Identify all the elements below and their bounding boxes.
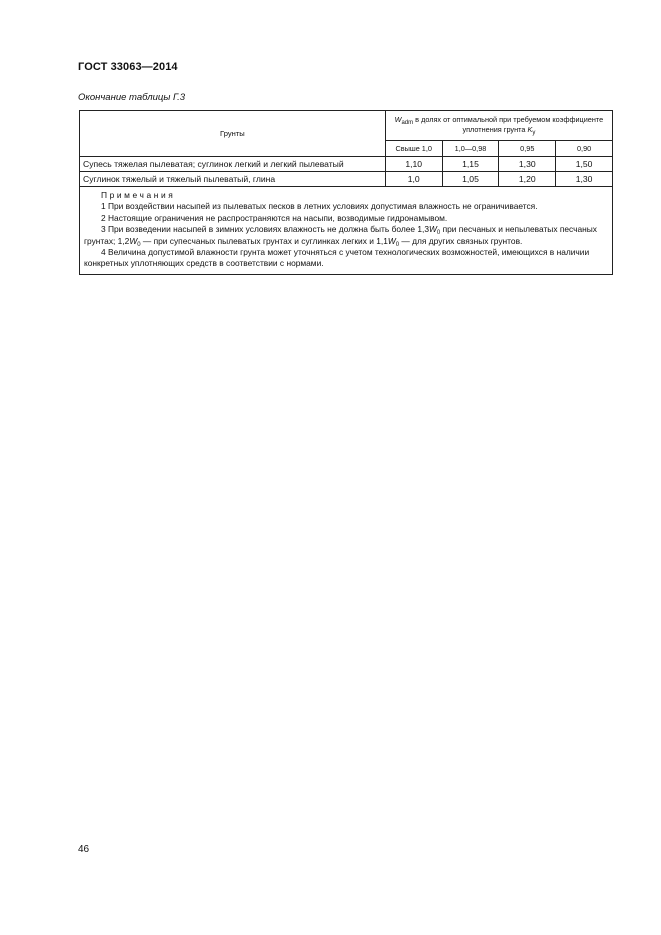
- soil-column-header: Грунты: [80, 111, 386, 157]
- table-header-row: [80, 111, 613, 141]
- page-number: 46: [78, 844, 90, 855]
- k-column-header: 1,0—0,98: [442, 140, 499, 156]
- k-subscript: y: [532, 130, 536, 137]
- value-cell: 1,30: [556, 172, 613, 187]
- k-column-header: 0,90: [556, 140, 613, 156]
- notes-row: [80, 187, 613, 275]
- w-subscript: 0: [137, 241, 141, 248]
- note-3-part: 3 При возведении насыпей в зимних условиях влажность не должна быть более 1,3: [101, 224, 430, 235]
- note-2: 2 Настоящие ограничения не распространяются на насыпи, возводимые гидронамывом.: [101, 212, 448, 223]
- soil-name-cell: Супесь тяжелая пылеватая; суглинок легкий и легкий пылеватый: [80, 157, 386, 172]
- value-cell: 1,30: [499, 157, 556, 172]
- group-header-text: в долях от оптимальной при требуемом коэффициенте уплотнения грунта: [413, 115, 604, 135]
- k-column-header: Свыше 1,0: [385, 140, 442, 156]
- k-symbol: K: [527, 125, 533, 135]
- note-4: 4 Величина допустимой влажности грунта может уточняться с учетом технологических возможностей, имеющихся в наличии конкретных уплотняющих средств в соответствии с нормами.: [84, 247, 590, 269]
- note-3-part: — при супесчаных пылеватых грунтах и суглинках легких и 1,1: [140, 235, 388, 246]
- document-code: ГОСТ 33063—2014: [78, 61, 178, 73]
- value-cell: 1,0: [385, 172, 442, 187]
- soil-name-cell: Суглинок тяжелый и тяжелый пылеватый, глина: [80, 172, 386, 187]
- table-row: [80, 172, 613, 187]
- table-row: [80, 157, 613, 172]
- notes-cell: [80, 187, 613, 275]
- note-1: 1 При воздействии насыпей из пылеватых песков в летних условиях допустимая влажность не ограничивается.: [101, 201, 538, 212]
- value-cell: 1,05: [442, 172, 499, 187]
- note-3-part: — для других связных грунтов.: [399, 235, 523, 246]
- w-subscript: adm: [401, 120, 414, 127]
- value-cell: 1,50: [556, 157, 613, 172]
- moisture-group-header: [385, 111, 612, 141]
- w-symbol: W: [387, 235, 396, 246]
- note-3-part: при песчаных и непылеватых песчаных грунтах; 1,2: [84, 224, 597, 246]
- w-symbol: W: [429, 224, 437, 235]
- w-subscript: 0: [436, 230, 441, 237]
- k-column-header: 0,95: [499, 140, 556, 156]
- w-subscript: 0: [395, 241, 400, 248]
- table-caption: Окончание таблицы Г.3: [78, 92, 186, 103]
- w-symbol: W: [394, 115, 402, 125]
- moisture-table: [79, 110, 613, 275]
- notes-title: Примечания: [101, 190, 176, 200]
- value-cell: 1,15: [442, 157, 499, 172]
- value-cell: 1,20: [499, 172, 556, 187]
- note-3: [84, 224, 608, 247]
- w-symbol: W: [129, 235, 138, 246]
- value-cell: 1,10: [385, 157, 442, 172]
